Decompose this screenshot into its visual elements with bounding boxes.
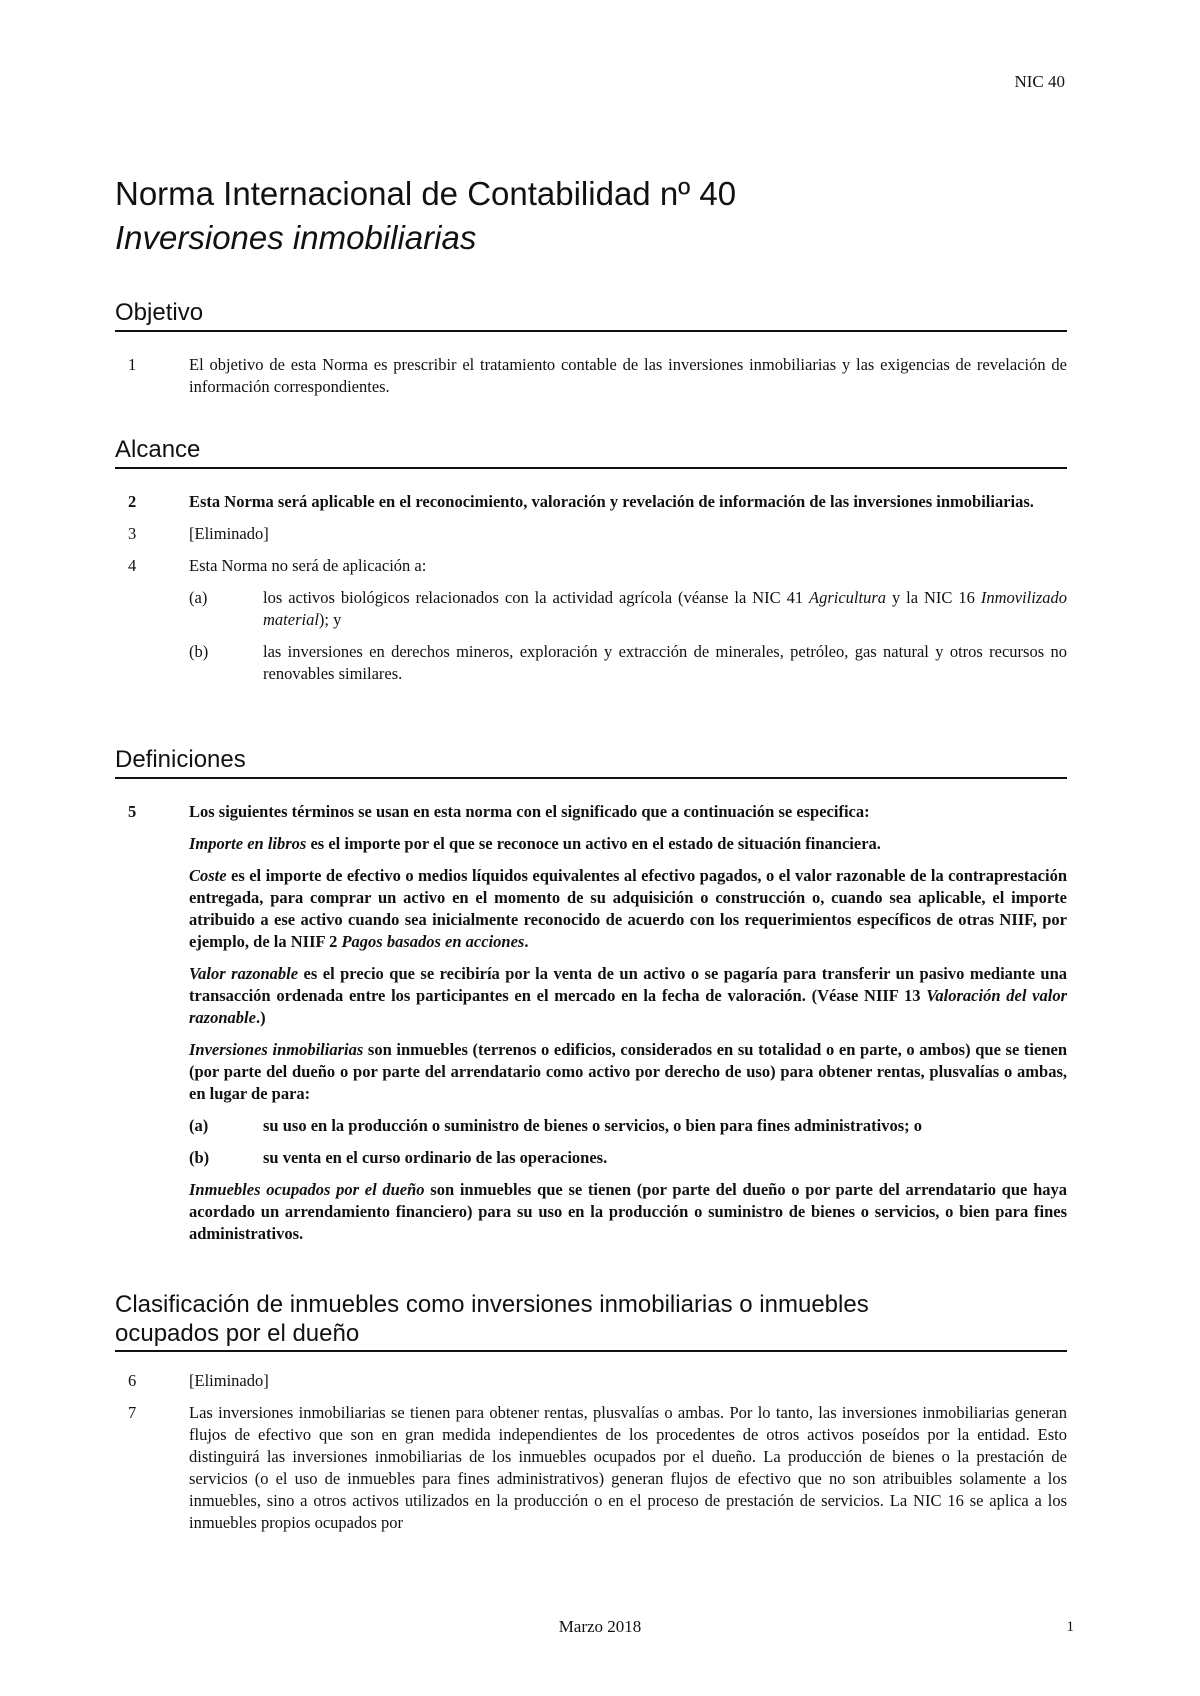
paragraph-5	[115, 801, 1067, 823]
title-subtitle: Inversiones inmobiliarias	[115, 219, 477, 256]
running-header: NIC 40	[1014, 72, 1065, 91]
defined-term: Coste	[189, 866, 227, 885]
section-alcance	[115, 435, 1067, 685]
section-objetivo	[115, 298, 1067, 398]
definition-text: es el importe de efectivo o medios líquidos equivalentes al efectivo pagados, o el valor razonable de la contraprestación entregada, para comprar un activo en el momento de su adquisición o construcción o, cuando sea aplicable, el importe atribuido a ese activo cuando sea inicialmente reconocido de acuerdo con los requerimientos específicos de otras NIIF, por ejemplo, de la NIIF 2	[189, 866, 1067, 951]
paragraph-2	[115, 491, 1067, 513]
paragraph-number: 4	[128, 556, 137, 575]
list-item-def-b	[115, 1147, 1067, 1169]
paragraph-text: Esta Norma no será de aplicación a:	[189, 556, 427, 575]
definition-text: son inmuebles que se tienen (por parte del dueño o por parte del arrendatario que haya acordado un arrendamiento financiero) para su uso en la producción o suministro de bienes o servicios, o bien para fines administrativos.	[189, 1180, 1067, 1243]
definition-inmuebles-ocupados	[189, 1179, 1067, 1245]
section-definiciones	[115, 745, 1067, 1245]
paragraph-number: 7	[128, 1403, 137, 1422]
definition-text: es el importe por el que se reconoce un activo en el estado de situación financiera.	[306, 834, 881, 853]
list-item-def-a	[115, 1115, 1067, 1137]
paragraph-text: El objetivo de esta Norma es prescribir el tratamiento contable de las inversiones inmobiliarias y las exigencias de revelación de información correspondientes.	[189, 355, 1067, 396]
definition-inversiones-inmobiliarias	[189, 1039, 1067, 1105]
paragraph-6	[115, 1370, 1067, 1392]
reference-title: Agricultura	[809, 588, 887, 607]
list-text	[263, 587, 1067, 631]
defined-term: Inversiones inmobiliarias	[189, 1040, 364, 1059]
paragraph-3	[115, 523, 1067, 545]
reference-title: Inmovilizado material	[263, 588, 1067, 629]
paragraph-text: Las inversiones inmobiliarias se tienen para obtener rentas, plusvalías o ambas. Por lo tanto, las inversiones inmobiliarias generan flujos de efectivo que son en gran medida independientes de los procedentes de otros activos poseídos por la entidad. Esto distinguirá las inversiones inmobiliarias de los inmuebles ocupados por el dueño. La producción de bienes o la prestación de servicios (o el uso de inmuebles para fines administrativos) generan flujos de efectivo que no son atribuibles solamente a los inmuebles, sino a otros activos utilizados en la producción o en el proceso de prestación de servicios. La NIC 16 se aplica a los inmuebles propios ocupados por	[189, 1403, 1067, 1532]
paragraph-number: 1	[128, 355, 137, 374]
title-main: Norma Internacional de Contabilidad nº 40	[115, 175, 737, 212]
list-item-4b	[115, 641, 1067, 685]
reference-title: Valoración del valor razonable	[189, 986, 1067, 1027]
list-label: (b)	[189, 642, 209, 661]
section-heading: Definiciones	[115, 745, 1067, 779]
heading-line: Clasificación de inmuebles como inversiones inmobiliarias o inmuebles	[115, 1291, 869, 1318]
heading-line: ocupados por el dueño	[115, 1320, 360, 1347]
paragraph-text: Esta Norma será aplicable en el reconocimiento, valoración y revelación de información de las inversiones inmobiliarias.	[189, 492, 1034, 511]
list-label: (b)	[189, 1148, 210, 1167]
list-label: (a)	[189, 588, 208, 607]
reference-title: Pagos basados en acciones	[341, 932, 525, 951]
definition-text: son inmuebles (terrenos o edificios, considerados en su totalidad o en parte, o ambos) que se tienen (por parte del dueño o por parte del arrendatario como activo por derecho de uso) para obtener rentas, plusvalías o ambas, en lugar de para:	[189, 1040, 1067, 1103]
definition-valor-razonable	[189, 963, 1067, 1029]
paragraph-number: 6	[128, 1371, 137, 1390]
defined-term: Valor razonable	[189, 964, 299, 983]
paragraph-4	[115, 555, 1067, 577]
section-heading: Alcance	[115, 435, 1067, 469]
paragraph-text: Los siguientes términos se usan en esta norma con el significado que a continuación se especifica:	[189, 802, 870, 821]
document-title	[115, 172, 736, 260]
paragraph-7	[115, 1402, 1067, 1534]
section-heading	[115, 1290, 1067, 1352]
definition-text: .	[524, 932, 529, 951]
text-run: los activos biológicos relacionados con la actividad agrícola (véanse la NIC 41	[263, 588, 810, 607]
text-run: ); y	[318, 610, 342, 629]
paragraph-text: [Eliminado]	[189, 524, 269, 543]
footer-date: Marzo 2018	[558, 1617, 642, 1636]
section-clasificacion	[115, 1290, 1067, 1534]
list-text: su venta en el curso ordinario de las operaciones.	[263, 1148, 608, 1167]
defined-term: Importe en libros	[189, 834, 307, 853]
definition-text: es el precio que se recibiría por la venta de un activo o se pagaría para transferir un pasivo mediante una transacción ordenada entre los participantes en el mercado en la fecha de valoración. (Véase NIIF 13	[189, 964, 1067, 1005]
list-text: las inversiones en derechos mineros, exploración y extracción de minerales, petróleo, gas natural y otros recursos no renovables similares.	[263, 642, 1067, 683]
definition-text: .)	[255, 1008, 266, 1027]
paragraph-number: 5	[128, 802, 137, 821]
text-run: y la NIC 16	[886, 588, 981, 607]
list-label: (a)	[189, 1116, 209, 1135]
definition-coste	[189, 865, 1067, 953]
list-text: su uso en la producción o suministro de bienes o servicios, o bien para fines administrativos; o	[263, 1116, 922, 1135]
page-number: 1	[1066, 1619, 1074, 1635]
paragraph-1	[115, 354, 1067, 398]
section-heading: Objetivo	[115, 298, 1067, 332]
list-item-4a	[115, 587, 1067, 631]
defined-term: Inmuebles ocupados por el dueño	[189, 1180, 425, 1199]
paragraph-text: [Eliminado]	[189, 1371, 269, 1390]
paragraph-number: 3	[128, 524, 137, 543]
paragraph-number: 2	[128, 492, 137, 511]
definition-importe-en-libros	[189, 833, 1067, 855]
